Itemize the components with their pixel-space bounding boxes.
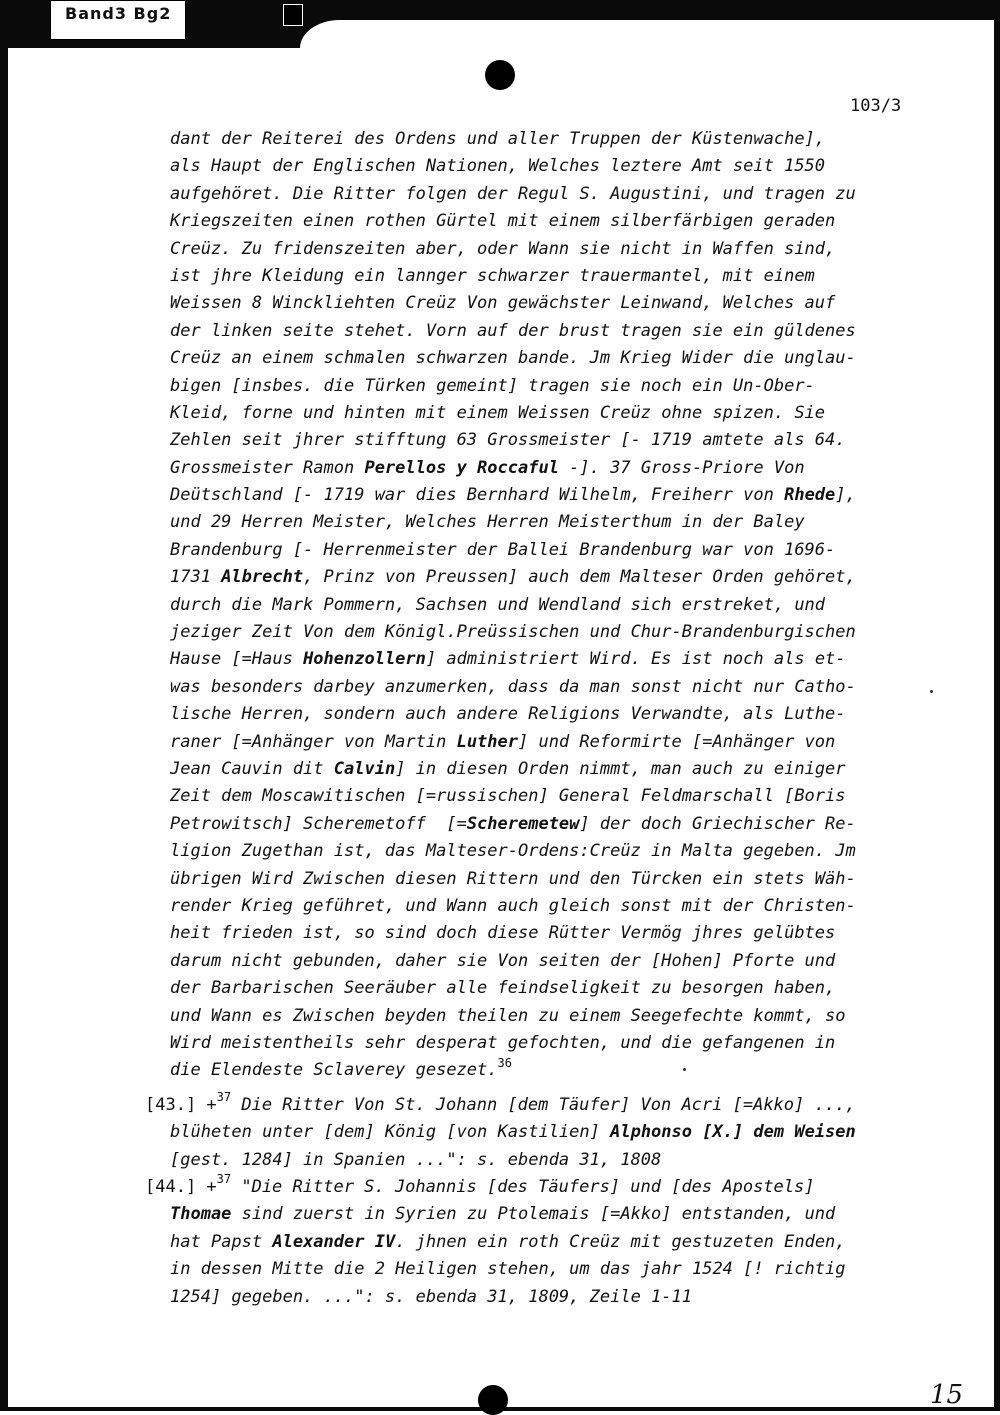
text-line (170, 646, 856, 673)
text-line: in dessen Mitte die 2 Heiligen stehen, um das jahr 1524 [! richtig (170, 1259, 846, 1280)
entry-44 (145, 1174, 846, 1311)
text-line: aufgehöret. Die Ritter folgen der Regul S. Augustini, und tragen zu (170, 183, 856, 204)
text-segment: ] administriert Wird. Es ist noch als et- (425, 649, 846, 670)
text-line: darum nicht gebunden, daher sie Von seiten der [Hohen] Pforte und (170, 950, 836, 971)
entry-43 (145, 1092, 856, 1174)
text-segment: ] der doch Griechischer Re- (579, 813, 856, 834)
text-line: und Wann es Zwischen beyden theilen zu einem Seegefechte kommt, so (170, 1005, 846, 1026)
text-segment: raner [=Anhänger von Martin (170, 731, 457, 752)
text-segment: -]. 37 Gross-Priore Von (558, 457, 805, 478)
text-line (170, 756, 856, 783)
text-line (170, 455, 856, 482)
text-line (145, 1119, 856, 1146)
text-line (145, 1092, 856, 1119)
text-segment: Die Ritter Von St. Johann [dem Täufer] Von Acri [=Akko] ..., (231, 1095, 856, 1115)
bold-name: Alexander IV (272, 1231, 396, 1252)
band-label: Band3 Bg2 (50, 0, 186, 40)
scan-edge-right (994, 0, 1000, 1411)
text-line: Kleid, forne und hinten mit einem Weissen Creüz ohne spizen. Sie (170, 402, 826, 423)
text-line: der Barbarischen Seeräuber alle feindseligkeit zu besorgen haben, (170, 978, 836, 999)
text-line: Zehlen seit jhrer stifftung 63 Grossmeister [- 1719 amtete als 64. (170, 430, 846, 451)
text-line: als Haupt der Englischen Nationen, Welches leztere Amt seit 1550 (170, 156, 826, 177)
text-line: Wird meistentheils sehr desperat gefochten, und die gefangenen in (170, 1032, 836, 1053)
text-line (170, 729, 856, 756)
text-line: Brandenburg [- Herrenmeister der Ballei Brandenburg war von 1696- (170, 539, 836, 560)
text-segment: blüheten unter [dem] König [von Kastilien] (170, 1122, 611, 1143)
bold-name: Albrecht (221, 567, 304, 588)
bold-name: Thomae (170, 1204, 232, 1225)
main-text (170, 126, 856, 1085)
text-segment: . jhnen ein roth Creüz mit gestuzeten Enden, (395, 1231, 846, 1252)
scan-edge-left (0, 0, 8, 1411)
text-line: Zeit dem Moscawitischen [=russischen] General Feldmarschall [Boris (170, 786, 846, 807)
page-number: 103/3 (850, 96, 902, 116)
text-segment: ], (835, 485, 856, 506)
text-line: ist jhre Kleidung ein lannger schwarzer trauermantel, mit einem (170, 265, 815, 286)
text-line (145, 1201, 846, 1228)
text-line: durch die Mark Pommern, Sachsen und Wendland sich erstreket, und (170, 594, 826, 615)
text-line (145, 1229, 846, 1256)
text-line: Weissen 8 Winckliehten Creüz Von gewächster Leinwand, Welches auf (170, 293, 836, 314)
text-line (170, 564, 856, 591)
punch-hole-top-icon (485, 60, 515, 90)
text-segment: Hause [=Haus (170, 649, 304, 670)
bold-name: Calvin (333, 758, 396, 779)
scan-edge-curve (300, 20, 1000, 50)
registration-square-icon (283, 4, 303, 26)
bold-name: Scheremetew (466, 813, 580, 834)
bold-name: Luther (456, 731, 518, 752)
text-segment: Petrowitsch] Scheremetoff [= (170, 813, 467, 834)
entry-number: [44.] + (145, 1177, 217, 1197)
text-line: bigen [insbes. die Türken gemeint] tragen sie noch ein Un-Ober- (170, 375, 815, 396)
text-line: heit frieden ist, so sind doch diese Rütter Vermög jhres gelübtes (170, 923, 836, 944)
scan-speck (930, 690, 933, 693)
text-segment: "Die Ritter S. Johannis [des Täufers] und [des Apostels] (231, 1177, 815, 1197)
bold-name: Alphonso [X.] dem Weisen (610, 1122, 856, 1143)
text-line: Kriegszeiten einen rothen Gürtel mit einem silberfärbigen geraden (170, 211, 836, 232)
text-line (170, 1057, 856, 1084)
text-line: ligion Zugethan ist, das Malteser-Ordens:Creüz in Malta gegeben. Jm (170, 841, 856, 862)
text-line (145, 1174, 846, 1201)
text-line (170, 482, 856, 509)
text-line: Creüz. Zu fridenszeiten aber, oder Wann sie nicht in Waffen sind, (170, 238, 836, 259)
text-line: Creüz an einem schmalen schwarzen bande. Jm Krieg Wider die unglau- (170, 348, 856, 369)
text-line: übrigen Wird Zwischen diesen Rittern und den Türcken ein stets Wäh- (170, 868, 856, 889)
text-segment: , Prinz von Preussen] auch dem Malteser Orden gehöret, (303, 567, 856, 588)
text-line: und 29 Herren Meister, Welches Herren Meisterthum in der Baley (170, 512, 805, 533)
text-line: render Krieg geführet, und Wann auch gleich sonst mit der Christen- (170, 895, 856, 916)
bold-name: Perellos y Roccaful (364, 457, 559, 478)
text-line (170, 811, 856, 838)
text-segment: Deütschland [- 1719 war dies Bernhard Wilhelm, Freiherr von (170, 485, 785, 506)
text-line: lische Herren, sondern auch andere Religions Verwandte, als Luthe- (170, 704, 846, 725)
bold-name: Rhede (784, 485, 836, 506)
text-line: [gest. 1284] in Spanien ...": s. ebenda 31, 1808 (170, 1149, 662, 1170)
text-segment: Grossmeister Ramon (170, 457, 365, 478)
footnote-marker: 37 (216, 1172, 232, 1187)
text-line: was besonders darbey anzumerken, dass da man sonst nicht nur Catho- (170, 676, 856, 697)
text-line: der linken seite stehet. Vorn auf der brust tragen sie ein güldenes (170, 320, 856, 341)
handwritten-signature: 15 (930, 1380, 964, 1410)
text-line: jeziger Zeit Von dem Königl.Preüssischen und Chur-Brandenburgischen (170, 622, 856, 643)
text-segment: sind zuerst in Syrien zu Ptolemais [=Akko] entstanden, und (231, 1204, 836, 1225)
footnote-marker: 36 (497, 1055, 512, 1070)
text-segment: Jean Cauvin dit (170, 758, 334, 779)
text-segment: 1731 (170, 567, 222, 588)
bold-name: Hohenzollern (303, 649, 426, 670)
text-line: dant der Reiterei des Ordens und aller Truppen der Küstenwache], (170, 129, 826, 149)
entry-number: [43.] + (145, 1095, 217, 1115)
text-segment: ] in diesen Orden nimmt, man auch zu einiger (395, 758, 846, 779)
text-line: 1254] gegeben. ...": s. ebenda 31, 1809, Zeile 1-11 (170, 1286, 692, 1307)
footnote-marker: 37 (216, 1090, 232, 1105)
text-segment: ] und Reformirte [=Anhänger von (518, 731, 836, 752)
text-segment: die Elendeste Sclaverey gesezet. (170, 1060, 498, 1081)
text-segment: hat Papst (170, 1231, 273, 1252)
